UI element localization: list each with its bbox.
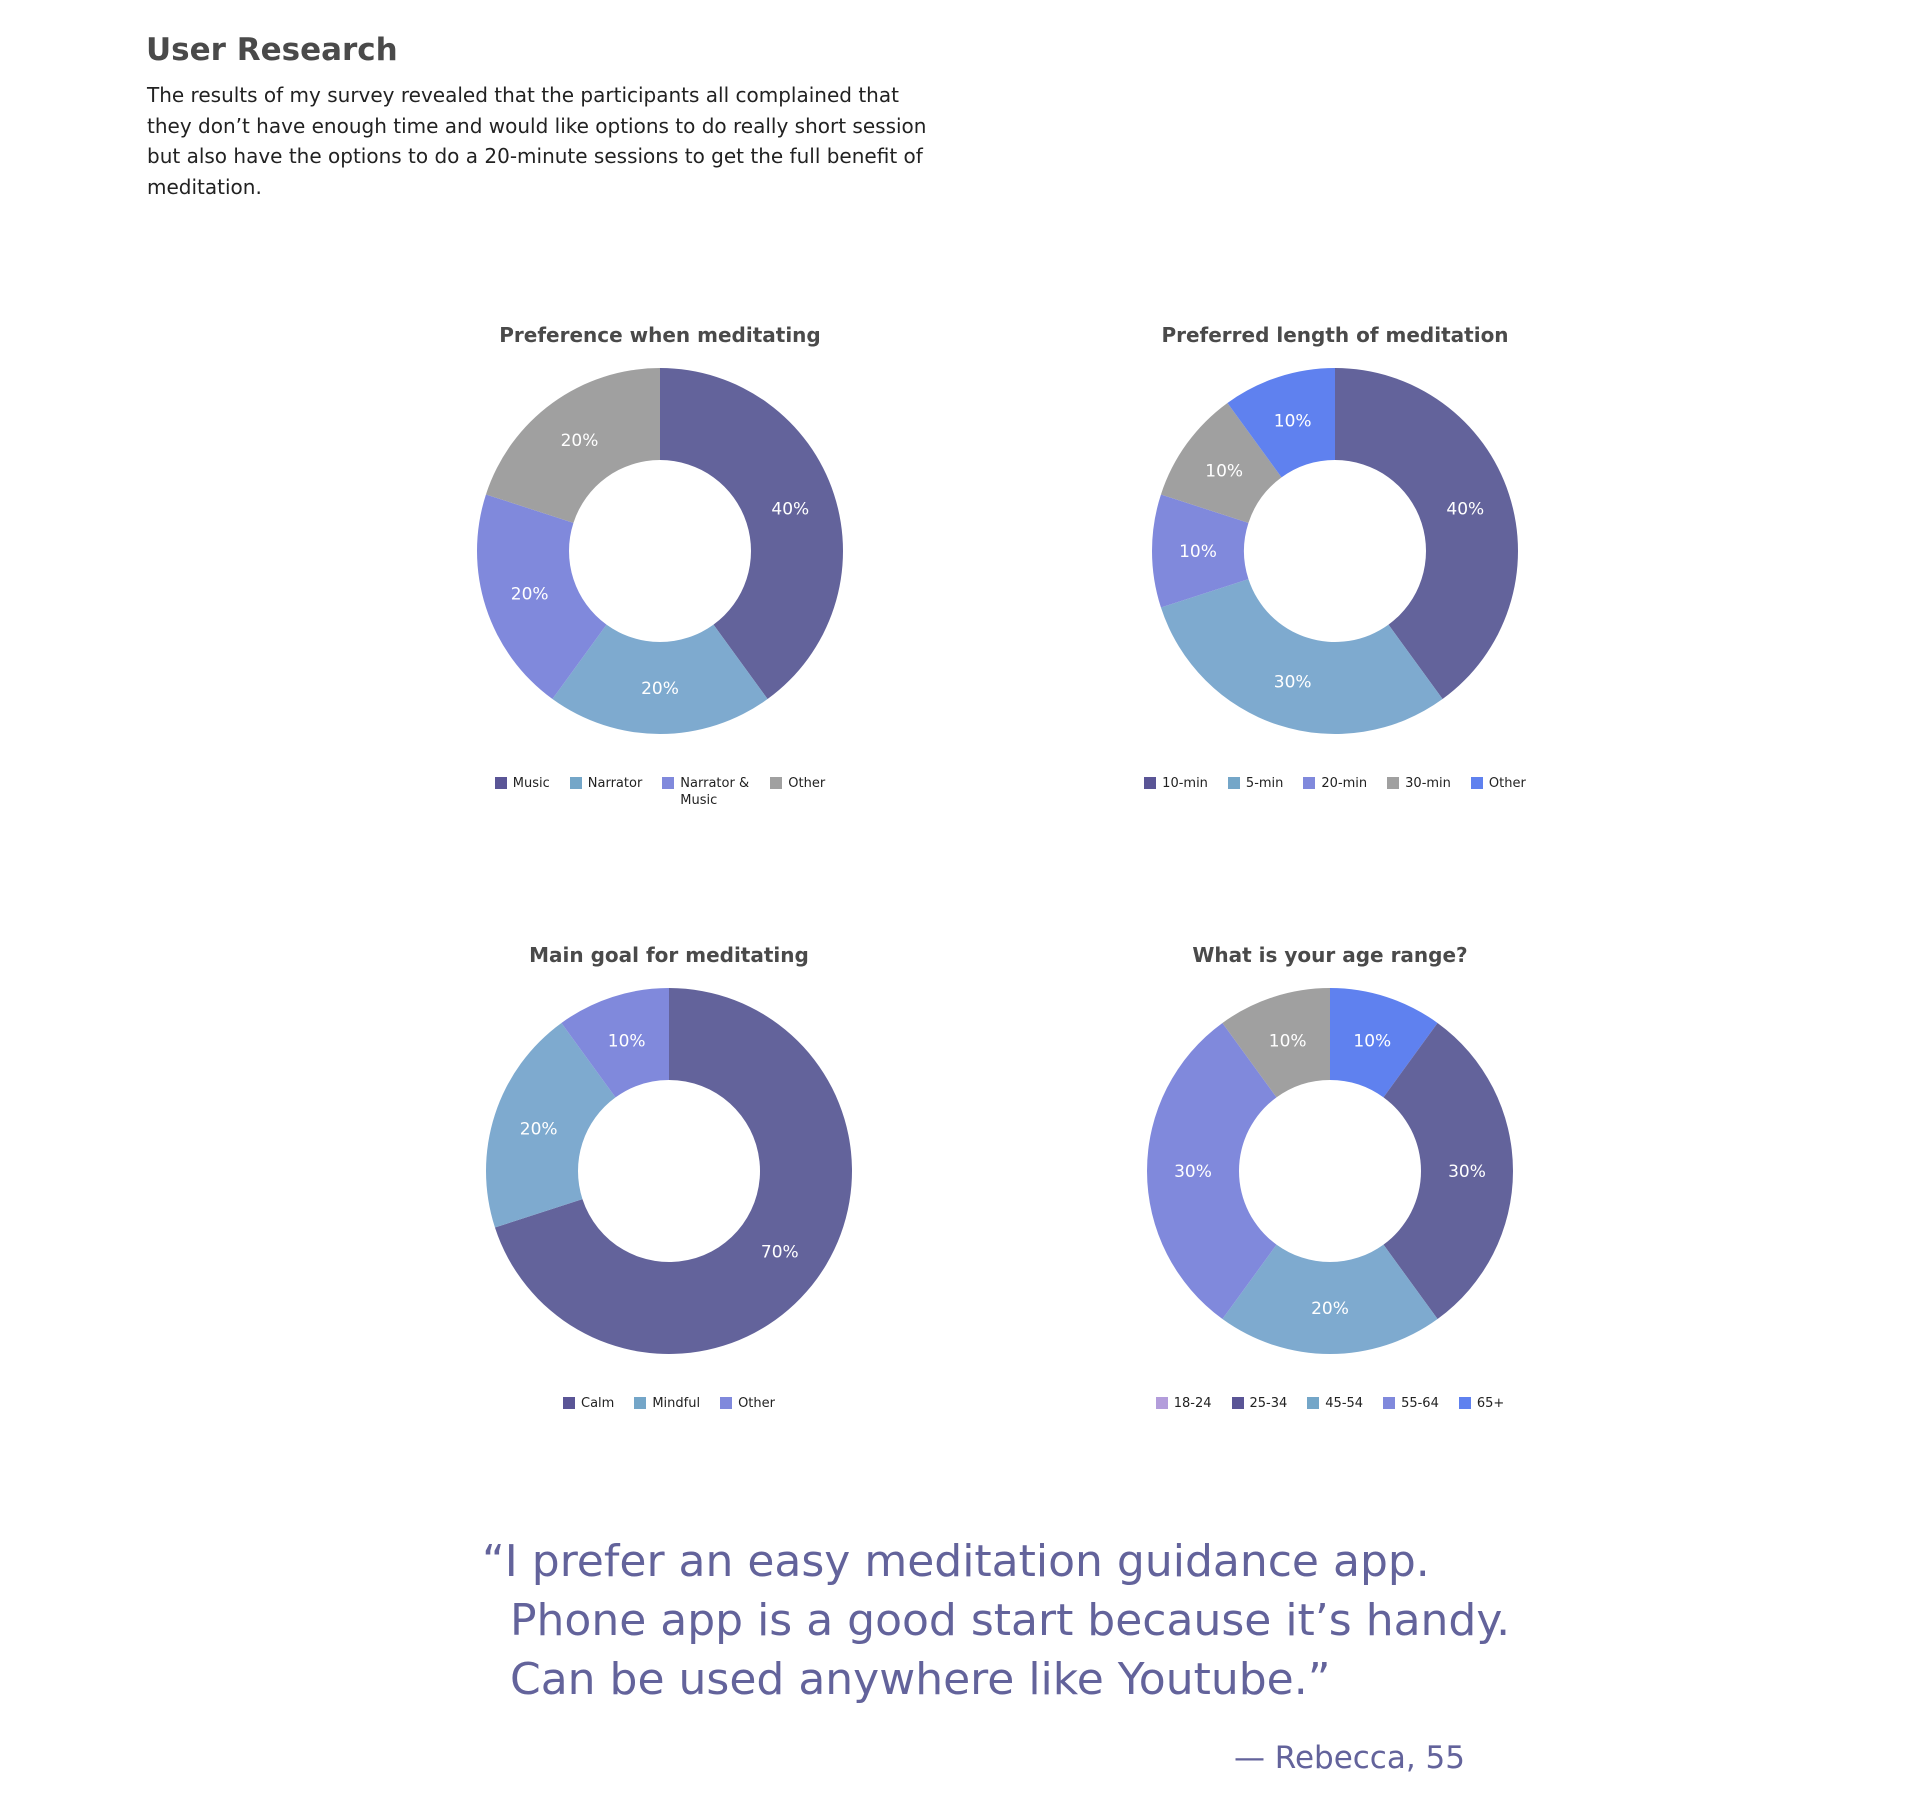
legend-swatch — [1156, 1397, 1168, 1409]
slice-label: 10% — [1273, 411, 1312, 432]
legend-label: Calm — [581, 1396, 615, 1411]
legend-label: Other — [788, 776, 826, 791]
legend-swatch — [1383, 1397, 1395, 1409]
slice-label: 20% — [641, 679, 679, 699]
quote-line: Phone app is a good start because it’s handy. — [482, 1595, 1511, 1646]
legend-item[interactable] — [1471, 775, 1526, 792]
donut-chart — [476, 367, 844, 735]
slice-label: 40% — [1446, 499, 1485, 520]
legend-swatch — [662, 777, 674, 789]
slice-label: 20% — [519, 1119, 558, 1140]
legend-item[interactable] — [1387, 775, 1451, 792]
legend-swatch — [1471, 777, 1483, 789]
legend-label: 30-min — [1405, 776, 1451, 791]
legend-label: 45-54 — [1325, 1396, 1364, 1411]
legend-label: Other — [738, 1396, 775, 1411]
legend-label: 10-min — [1162, 776, 1208, 791]
legend-swatch — [720, 1397, 732, 1409]
donut-chart — [1151, 367, 1519, 735]
legend-swatch — [495, 777, 507, 789]
legend-item[interactable] — [1156, 1395, 1212, 1412]
legend-item[interactable] — [1383, 1395, 1439, 1412]
quote-attribution: — Rebecca, 55 — [1233, 1740, 1465, 1776]
legend-label: 5-min — [1245, 776, 1284, 791]
chart-title: Preferred length of meditation — [1161, 323, 1509, 347]
legend-item[interactable] — [1228, 775, 1283, 792]
slice-label: 20% — [560, 431, 599, 452]
legend-swatch — [770, 777, 782, 789]
legend-swatch — [1387, 777, 1399, 789]
slice-label: 10% — [1179, 542, 1217, 562]
legend-item[interactable] — [1307, 1395, 1363, 1412]
legend-item[interactable] — [1144, 775, 1208, 792]
slice-label: 10% — [1268, 1031, 1307, 1052]
chart-title: What is your age range? — [1192, 943, 1468, 967]
slice-label: 20% — [1311, 1299, 1349, 1319]
chart-title: Main goal for meditating — [529, 943, 809, 967]
legend-label: 20-min — [1321, 776, 1368, 791]
legend-item[interactable] — [563, 1395, 614, 1412]
legend-swatch — [1232, 1397, 1244, 1409]
chart-length — [1055, 323, 1615, 843]
legend-item[interactable] — [662, 775, 750, 809]
slice-5-min[interactable] — [1161, 579, 1443, 734]
chart-legend — [389, 1395, 949, 1412]
legend-swatch — [563, 1397, 575, 1409]
intro-paragraph: The results of my survey revealed that the participants all complained that they don’t have enough time and would like options to do really short session but also have the options to do a 20-minute sessions to get the full benefit of meditation. — [147, 83, 927, 199]
legend-item[interactable] — [634, 1395, 700, 1412]
slice-label: 10% — [1205, 461, 1244, 482]
legend-item[interactable] — [570, 775, 643, 809]
legend-label: Other — [1488, 776, 1526, 791]
legend-swatch — [570, 777, 582, 789]
slice-label: 10% — [607, 1031, 646, 1052]
slice-label: 70% — [760, 1242, 799, 1263]
chart-legend — [1050, 1395, 1610, 1412]
legend-item[interactable] — [770, 775, 825, 809]
user-quote — [482, 1532, 1510, 1709]
legend-item[interactable] — [720, 1395, 775, 1412]
legend-label: 55-64 — [1401, 1396, 1439, 1411]
legend-label: Mindful — [652, 1396, 701, 1411]
slice-label: 40% — [771, 499, 810, 520]
slice-label: 30% — [1174, 1162, 1212, 1182]
legend-swatch — [1307, 1397, 1319, 1409]
legend-label: Music — [512, 776, 550, 791]
chart-legend — [1055, 775, 1615, 792]
legend-label: 65+ — [1476, 1396, 1505, 1411]
legend-swatch — [1144, 777, 1156, 789]
slice-label: 20% — [510, 584, 549, 605]
legend-item[interactable] — [495, 775, 550, 809]
donut-chart — [485, 987, 853, 1355]
slice-label: 30% — [1273, 672, 1312, 693]
legend-item[interactable] — [1459, 1395, 1504, 1412]
legend-label: Narrator — [587, 776, 643, 791]
legend-label: 18-24 — [1173, 1396, 1212, 1411]
section-title: User Research — [146, 32, 398, 68]
legend-swatch — [1459, 1397, 1471, 1409]
legend-item[interactable] — [1303, 775, 1367, 792]
chart-title: Preference when meditating — [499, 323, 821, 347]
quote-line: “I prefer an easy meditation guidance app. — [482, 1536, 1430, 1587]
chart-age — [1050, 943, 1610, 1463]
quote-line: Can be used anywhere like Youtube.” — [482, 1654, 1331, 1705]
legend-swatch — [1303, 777, 1315, 789]
chart-goal — [389, 943, 949, 1463]
donut-chart — [1146, 987, 1514, 1355]
chart-legend — [380, 775, 940, 809]
legend-swatch — [634, 1397, 646, 1409]
legend-label: Narrator & Music — [680, 776, 750, 808]
legend-swatch — [1228, 777, 1240, 789]
legend-item[interactable] — [1232, 1395, 1288, 1412]
chart-preference — [380, 323, 940, 843]
legend-label: 25-34 — [1249, 1396, 1288, 1411]
slice-label: 10% — [1353, 1031, 1392, 1052]
slice-label: 30% — [1448, 1162, 1486, 1182]
